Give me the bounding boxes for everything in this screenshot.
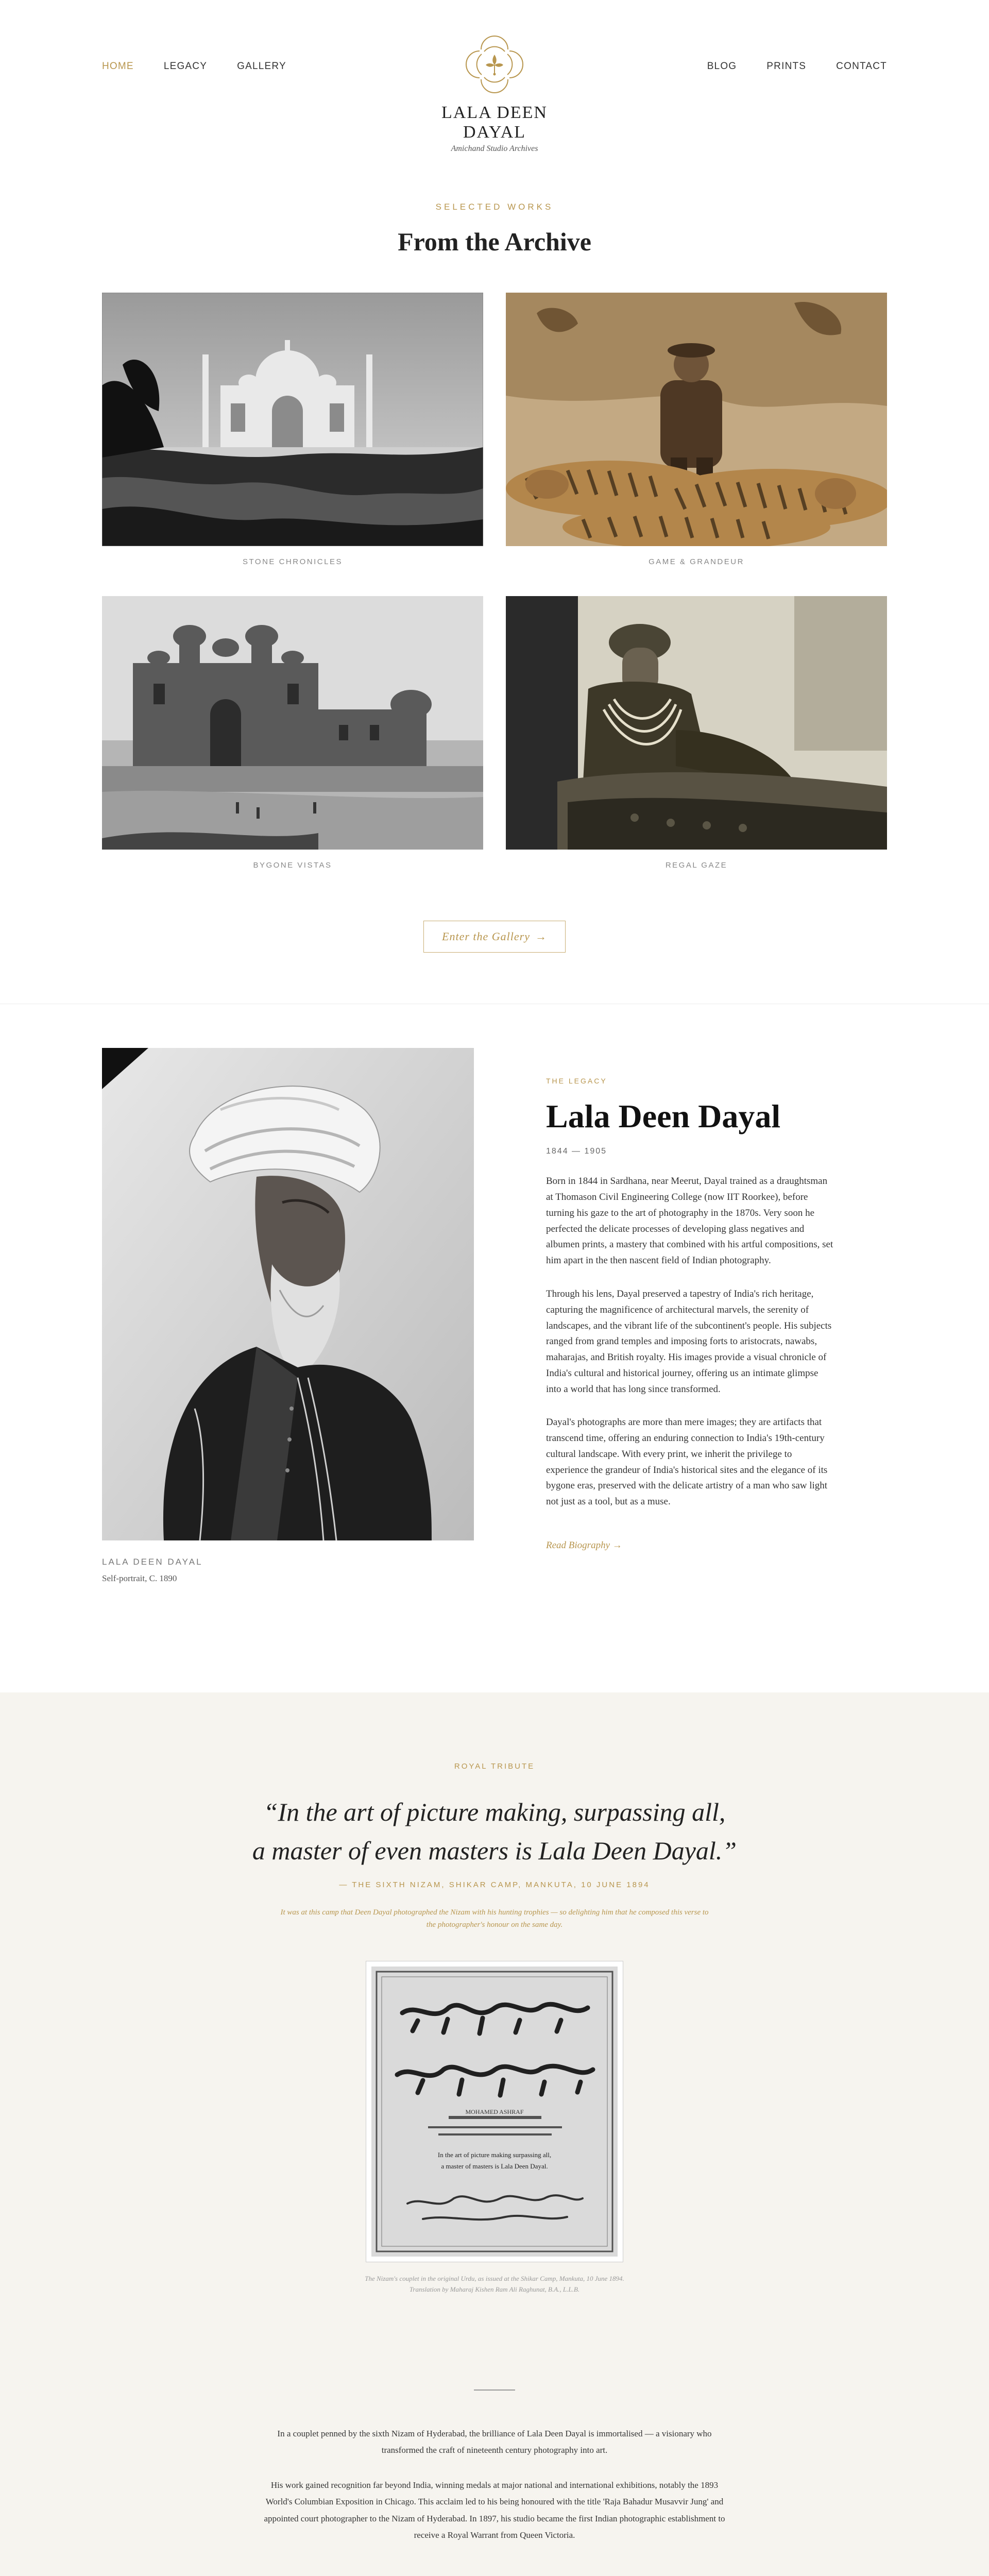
enter-gallery-label: Enter the Gallery: [442, 930, 530, 943]
fort-photo[interactable]: [102, 596, 483, 850]
document-caption: The Nizam's couplet in the original Urdu, as issued at the Shikar Camp, Mankuta, 10 June 1894. Translation by Maharaj Kishen Ram Ali Raghunat, B.A., L.L.B.: [365, 2275, 624, 2293]
scroll-english-line: a master of masters is Lala Deen Dayal.: [441, 2162, 548, 2170]
enter-gallery-button[interactable]: [423, 921, 566, 953]
royal-tribute-section: [0, 1692, 989, 2576]
nav-legacy[interactable]: LEGACY: [163, 61, 208, 72]
tribute-paragraph: His work gained recognition far beyond India, winning medals at major national and international exhibitions, notably the 1893 World's Columbian Exposition in Chicago. This acclaim led to his being honoured with the title 'Raja Bahadur Musavvir Jung' and appointed court photographer to the Nizam of Hyderabad. In 1897, his studio became the first Indian photographic establishment to receive a Royal Warrant from Queen Victoria.: [264, 2480, 725, 2540]
read-biography-label: Read Biography: [546, 1539, 610, 1551]
nav-gallery[interactable]: GALLERY: [237, 61, 286, 72]
nav-home[interactable]: HOME: [102, 61, 134, 72]
quote-line: a master of even masters is Lala Deen Dayal.”: [252, 1836, 737, 1865]
nav-contact[interactable]: CONTACT: [836, 61, 887, 72]
tribute-divider: [474, 2389, 515, 2391]
site-header: [0, 0, 989, 165]
scroll-english-line: In the art of picture making surpassing all,: [437, 2151, 552, 2159]
nav-blog[interactable]: BLOG: [707, 61, 737, 72]
logo-subtitle: Amichand Studio Archives: [451, 144, 538, 153]
archive-title: From the Archive: [398, 227, 591, 256]
nav-prints[interactable]: PRINTS: [766, 61, 807, 72]
card-caption: STONE CHRONICLES: [243, 557, 343, 566]
nizam-quote: [185, 1793, 804, 1870]
card-caption: REGAL GAZE: [665, 861, 728, 870]
card-caption: GAME & GRANDEUR: [649, 557, 744, 566]
primary-nav-right: [707, 61, 887, 72]
portrait-note: Self-portrait, C. 1890: [102, 1573, 177, 1583]
portrait-name: LALA DEEN DAYAL: [102, 1557, 203, 1567]
arrow-right-icon: →: [535, 930, 547, 943]
hunting-trophy-photo[interactable]: [506, 293, 887, 546]
quote-attribution: — THE SIXTH NIZAM, SHIKAR CAMP, MANKUTA, 10 JUNE 1894: [339, 1880, 650, 1889]
legacy-paragraph: Through his lens, Dayal preserved a tapestry of India's rich heritage, capturing the magnificence of architectural marvels, the serenity of landscapes, and the vibrant life of the subcontinent's people. His subjects ranged from grand temples and imposing forts to aristocrats, nawabs, maharajas, and British royalty. His images provide a visual chronicle of India's cultural and historical journey, offering us an intimate glimpse into a world that has long since transformed.: [546, 1288, 832, 1395]
gallery-card-stone-chronicles[interactable]: [102, 293, 483, 566]
arrow-right-icon: →: [612, 1539, 622, 1551]
legacy-eyebrow: THE LEGACY: [546, 1077, 607, 1085]
legacy-paragraph: Dayal's photographs are more than mere images; they are artifacts that transcend time, offering an enduring connection to India's 19th-century cultural landscape. With every print, we inherit the privilege to experience the grandeur of India's historical sites and the elegance of its bygone eras, preserved with the delicate artistry of a man who saw light not just as a tool, but as a muse.: [546, 1417, 828, 1507]
gallery-card-regal-gaze[interactable]: [506, 596, 887, 870]
gallery-card-game-grandeur[interactable]: [506, 293, 887, 566]
tribute-paragraph: In a couplet penned by the sixth Nizam of Hyderabad, the brilliance of Lala Deen Dayal is immortalised — a visionary who transformed the craft of nineteenth century photography into art.: [277, 2429, 712, 2455]
prince-portrait-photo[interactable]: [506, 596, 887, 850]
lala-deen-dayal-portrait: [102, 1048, 474, 1540]
legacy-content: [546, 1077, 834, 1551]
quote-line: “In the art of picture making, surpassing all,: [263, 1798, 726, 1826]
urdu-couplet-document[interactable]: [366, 1961, 623, 2262]
taj-mahal-photo[interactable]: [102, 293, 483, 546]
lotus-emblem-icon: [461, 31, 528, 98]
card-caption: BYGONE VISTAS: [253, 861, 332, 870]
site-logo[interactable]: [417, 31, 572, 154]
legacy-title: Lala Deen Dayal: [546, 1098, 781, 1134]
read-biography-link[interactable]: [546, 1540, 622, 1551]
logo-title: LALA DEEN DAYAL: [441, 103, 548, 142]
archive-eyebrow: SELECTED WORKS: [435, 202, 554, 212]
legacy-paragraph: Born in 1844 in Sardhana, near Meerut, Dayal trained as a draughtsman at Thomason Civil Engineering College (now IIT Roorkee), before turning his gaze to the art of photography in the 1870s. Very soon he perfected the delicate processes of developing glass negatives and albumen prints, a mastery that combined with his artful compositions, set him apart in the then nascent field of Indian photography.: [546, 1176, 833, 1266]
scroll-english-title: MOHAMED ASHRAF: [465, 2108, 524, 2115]
tribute-eyebrow: ROYAL TRIBUTE: [454, 1762, 535, 1771]
legacy-dates: 1844 — 1905: [546, 1147, 607, 1156]
gallery-card-bygone-vistas[interactable]: [102, 596, 483, 870]
primary-nav-left: [102, 61, 286, 72]
quote-context: It was at this camp that Deen Dayal photographed the Nizam with his hunting trophies — so delighting him that he composed this verse to the photographer's honour on the same day.: [280, 1908, 709, 1929]
